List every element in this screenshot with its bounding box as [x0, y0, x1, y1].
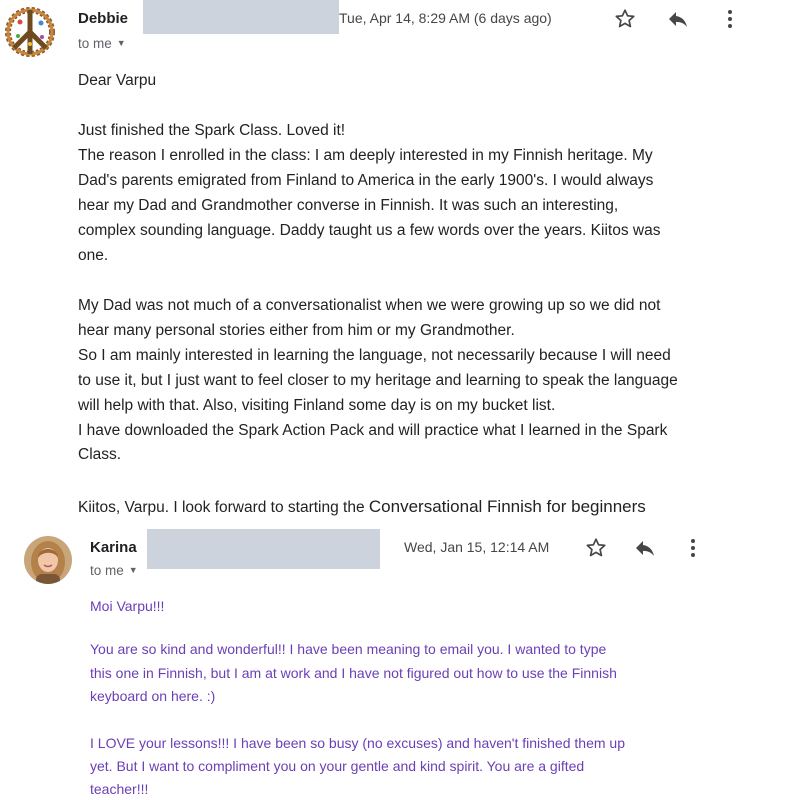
- body-line: So I am mainly interested in learning the language, not necessarily because I will need: [78, 347, 671, 364]
- body-line: yet. But I want to compliment you on your gentle and kind spirit. You are a gifted: [90, 758, 585, 774]
- body-line: Class.: [78, 446, 122, 463]
- recipient-dropdown[interactable]: [78, 36, 126, 51]
- body-line: hear my Dad and Grandmother converse in Finnish. It was such an interesting,: [78, 197, 619, 214]
- email-date: Wed, Jan 15, 12:14 AM: [404, 539, 550, 555]
- body-line: Dear Varpu: [78, 72, 157, 89]
- more-options-button[interactable]: [718, 7, 742, 31]
- closing-text: Kiitos, Varpu. I look forward to starting the: [78, 499, 369, 516]
- body-line: complex sounding language. Daddy taught us a few words over the years. Kiitos was: [78, 222, 661, 239]
- recipient-label: to me: [78, 36, 112, 51]
- star-button[interactable]: [584, 536, 608, 560]
- body-line: Moi Varpu!!!: [90, 598, 165, 614]
- body-line: teacher!!!: [90, 781, 149, 797]
- recipient-label: to me: [90, 563, 124, 578]
- recipient-dropdown[interactable]: [90, 563, 138, 578]
- more-options-button[interactable]: [681, 536, 705, 560]
- redaction-box: [143, 0, 339, 34]
- course-name: Conversational Finnish for beginners: [368, 497, 646, 516]
- sender-avatar[interactable]: [24, 536, 72, 584]
- peace-sign-avatar: [4, 6, 56, 58]
- sender-name: Debbie: [78, 10, 129, 27]
- body-line: this one in Finnish, but I am at work and I have not figured out how to use the Finnish: [90, 665, 617, 681]
- body-line: I have downloaded the Spark Action Pack and will practice what I learned in the Spark: [78, 422, 668, 439]
- reply-button[interactable]: [633, 536, 657, 560]
- chevron-down-icon: ▼: [128, 565, 138, 575]
- sender-name: Karina: [90, 539, 137, 556]
- chevron-down-icon: ▼: [116, 38, 126, 48]
- more-vert-icon: [718, 7, 742, 31]
- star-icon: [613, 7, 637, 31]
- closing-line: [78, 497, 646, 517]
- star-button[interactable]: [613, 7, 637, 31]
- redaction-box: [147, 529, 380, 569]
- reply-icon: [666, 7, 690, 31]
- body-line: You are so kind and wonderful!! I have been meaning to email you. I wanted to type: [90, 641, 607, 657]
- body-line: I LOVE your lessons!!! I have been so busy (no excuses) and haven't finished them up: [90, 735, 625, 751]
- more-vert-icon: [681, 536, 705, 560]
- body-line: hear many personal stories either from him or my Grandmother.: [78, 322, 515, 339]
- body-line: will help with that. Also, visiting Finland some day is on my bucket list.: [78, 397, 556, 414]
- body-line: Dad's parents emigrated from Finland to America in the early 1900's. I would always: [78, 172, 654, 189]
- star-icon: [584, 536, 608, 560]
- body-line: to use it, but I just want to feel closer to my heritage and learning to speak the language: [78, 372, 678, 389]
- person-avatar: [24, 536, 72, 584]
- email-date: Tue, Apr 14, 8:29 AM (6 days ago): [339, 10, 552, 26]
- body-line: one.: [78, 247, 109, 264]
- body-line: keyboard on here. :): [90, 688, 216, 704]
- reply-icon: [633, 536, 657, 560]
- body-line: The reason I enrolled in the class: I am deeply interested in my Finnish heritage. My: [78, 147, 653, 164]
- reply-button[interactable]: [666, 7, 690, 31]
- sender-avatar[interactable]: [4, 6, 56, 58]
- body-line: My Dad was not much of a conversationalist when we were growing up so we did not: [78, 297, 661, 314]
- email-message-2: [0, 528, 800, 800]
- body-line: Just finished the Spark Class. Loved it!: [78, 122, 346, 139]
